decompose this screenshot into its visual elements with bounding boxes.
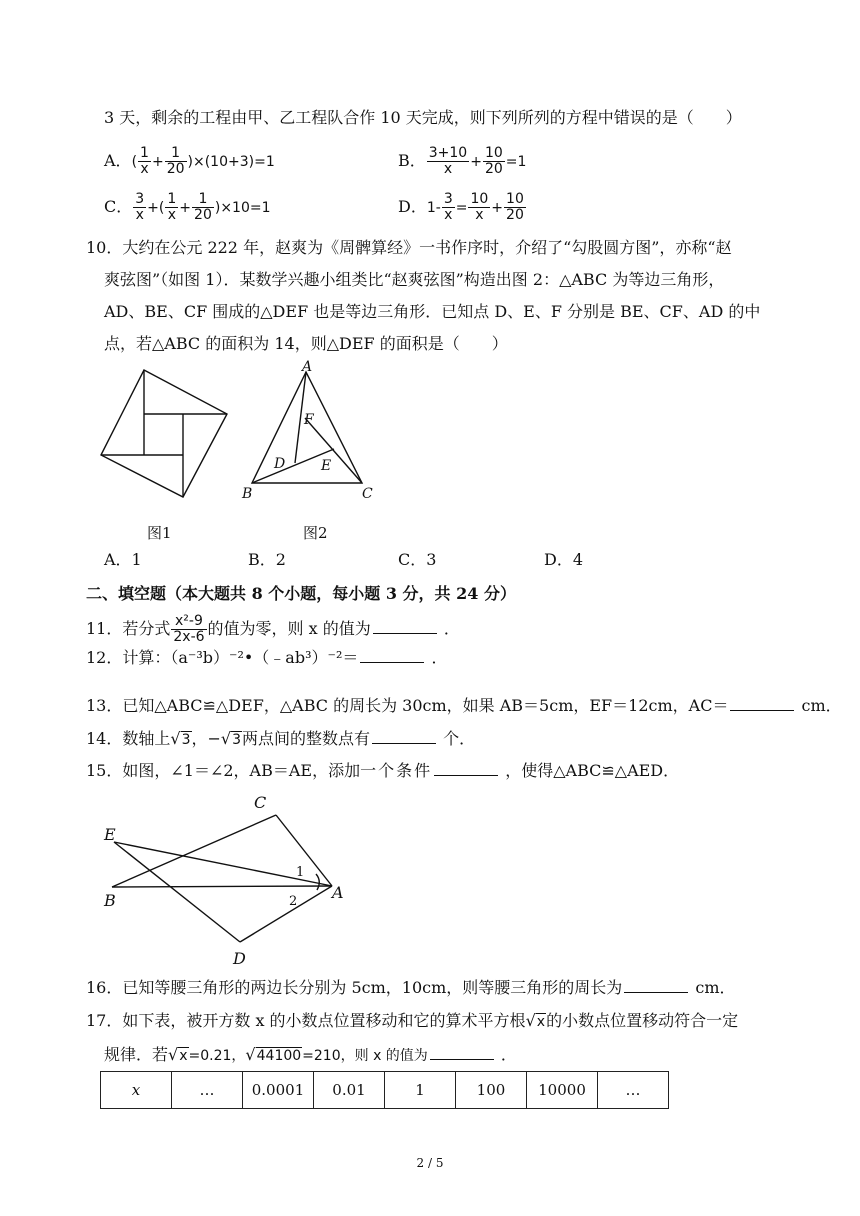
q15-figure	[100, 792, 350, 972]
q17-line1: 17．如下表，被开方数 x 的小数点位置移动和它的算术平方根√x的小数点位置移动符合一定	[86, 1011, 739, 1030]
q15-angle-1: 1	[296, 865, 305, 880]
q9-option-c-label: C．	[104, 197, 133, 216]
q11-fraction: $\frac{\text{x²-9}}{2x-6}$	[173, 613, 205, 645]
q17-radicand-x: x	[536, 1014, 546, 1030]
q17-end: ．	[500, 1045, 517, 1064]
q16-answer-blank[interactable]	[624, 978, 688, 993]
q9-d-eq: =	[455, 200, 468, 216]
page-number: 2 / 5	[416, 1156, 444, 1170]
q9-c-frac3: $\frac{1}{20}$	[194, 191, 212, 223]
q17-line1-post: 的小数点位置移动符合一定	[546, 1011, 739, 1030]
fig2-label-b: B	[242, 486, 253, 502]
table-cell: 10000	[527, 1072, 598, 1109]
q9-c-mid: +(	[147, 200, 165, 216]
q17-table	[100, 1071, 669, 1109]
q16	[86, 977, 736, 999]
q14-radicand-2: 3	[232, 732, 242, 748]
q9-a-frac1: $\frac{1}{x}$	[140, 145, 149, 177]
table-cell: 0.01	[314, 1072, 385, 1109]
fig2-label-f: F	[304, 412, 314, 428]
q12-end: ．	[431, 648, 448, 667]
q13	[86, 695, 842, 717]
fig2-label-d: D	[274, 456, 286, 472]
q9-c-plus: +	[179, 200, 192, 216]
q17-line2-pre: 规律．若	[104, 1045, 169, 1064]
q9-c-frac1: $\frac{3}{x}$	[135, 191, 145, 223]
q17-answer-blank[interactable]	[430, 1045, 494, 1060]
equilateral-figure-2	[236, 358, 382, 508]
q15-pre: 15．如图，∠1＝∠2，AB＝AE，添加	[86, 761, 361, 780]
table-cell: …	[172, 1072, 243, 1109]
q11	[86, 614, 460, 645]
q12-answer-blank[interactable]	[360, 648, 424, 663]
q14-radicand-1: 3	[181, 732, 191, 748]
q17-line1-pre: 17．如下表，被开方数 x 的小数点位置移动和它的算术平方根	[86, 1011, 526, 1030]
q9-b-frac2: $\frac{10}{20}$	[484, 145, 503, 177]
q9-option-b	[398, 146, 526, 177]
fig1-outer-square	[101, 370, 227, 497]
section-2-title: 二、填空题（本大题共 8 个小题，每小题 3 分，共 24 分）	[86, 584, 516, 603]
q9-d-pre: 1-	[426, 200, 441, 216]
q14: 14．数轴上√3，−√3两点间的整数点有 个．	[86, 729, 476, 748]
q9-a-paren: (	[131, 154, 138, 170]
table-cell: 100	[456, 1072, 527, 1109]
q14-post: 两点间的整数点有	[242, 729, 371, 748]
q17-radicand-x2: x	[179, 1048, 188, 1064]
q9-option-b-label: B．	[398, 151, 426, 170]
q16-end: cm．	[695, 978, 736, 997]
table-cell: 0.0001	[243, 1072, 314, 1109]
q13-end: cm．	[801, 696, 842, 715]
q9-stem-tail: 3 天，剩余的工程由甲、乙工程队合作 10 天完成，则下列所列的方程中错误的是（ ）	[104, 108, 742, 127]
q15-emphasis: 一个条件	[360, 761, 433, 780]
table-row	[101, 1072, 669, 1109]
q10-line3: AD、BE、CF 围成的△DEF 也是等边三角形．已知点 D、E、F 分别是 BE、CF、AD 的中	[104, 302, 761, 321]
q12	[86, 647, 447, 669]
q16-text: 16．已知等腰三角形的两边长分别为 5cm，10cm，则等腰三角形的周长为	[86, 978, 623, 997]
q14-mid: ，−	[191, 729, 221, 748]
fig2-label-a: A	[302, 359, 313, 375]
q9-b-frac1: $\frac{3+10}{x}$	[428, 145, 468, 177]
q9-d-plus: +	[491, 200, 504, 216]
q15-label-e: E	[104, 825, 116, 844]
q10-option-a: A．1	[104, 550, 142, 569]
q15-angle-2: 2	[289, 894, 298, 909]
fig1-caption: 图1	[147, 524, 172, 542]
q11-end: ．	[443, 619, 460, 638]
q17-value-1: =0.21，	[188, 1048, 246, 1064]
q10-option-d: D．4	[544, 550, 584, 569]
q9-option-a-label: A．	[104, 151, 132, 170]
q15-answer-blank[interactable]	[434, 761, 498, 776]
q13-text: 13．已知△ABC≌△DEF，△ABC 的周长为 30cm，如果 AB＝5cm，EF＝12cm，AC＝	[86, 696, 729, 715]
q13-answer-blank[interactable]	[730, 696, 794, 711]
q12-text: 12．计算：（a⁻³b）⁻²•（﹣ab³）⁻²＝	[86, 648, 359, 667]
table-cell: 1	[385, 1072, 456, 1109]
fig2-label-c: C	[362, 486, 373, 502]
q9-c-tail: )×10=1	[214, 200, 271, 216]
q15	[86, 760, 679, 782]
q10-line4: 点，若△ABC 的面积为 14，则△DEF 的面积是（ ）	[104, 334, 508, 353]
q17-radicand-44100: 44100	[256, 1048, 302, 1064]
q10-line2: 爽弦图”（如图 1）．某数学兴趣小组类比“赵爽弦图”构造出图 2：△ABC 为等边三角形，	[104, 270, 725, 289]
fig2-caption: 图2	[303, 524, 328, 542]
zhao-shuang-figure-1	[96, 368, 236, 516]
q9-b-tail: =1	[505, 154, 527, 170]
q9-a-tail: )×(10+3)=1	[187, 154, 275, 170]
q15-label-a: A	[332, 883, 344, 902]
q9-option-a	[104, 146, 275, 177]
q9-option-d-label: D．	[398, 197, 427, 216]
q9-d-frac2: $\frac{10}{x}$	[470, 191, 489, 223]
q10-line1: 10．大约在公元 222 年，赵爽为《周髀算经》一书作序时，介绍了“勾股圆方图”，亦称“赵	[86, 238, 732, 257]
q14-end: 个．	[443, 729, 476, 748]
q15-post: ，使得△ABC≌△AED．	[505, 761, 680, 780]
q17-line2: 规律．若√x=0.21，√44100=210，则 x 的值为 ．	[104, 1045, 517, 1064]
q11-answer-blank[interactable]	[373, 619, 437, 634]
q9-d-frac1: $\frac{3}{x}$	[443, 191, 453, 223]
q9-option-c	[104, 192, 271, 223]
fig2-label-e: E	[321, 458, 332, 474]
q10-option-b: B．2	[248, 550, 286, 569]
q9-d-frac3: $\frac{10}{20}$	[506, 191, 524, 223]
table-cell: …	[598, 1072, 669, 1109]
q14-answer-blank[interactable]	[372, 729, 436, 744]
q9-b-plus: +	[470, 154, 482, 170]
q15-label-c: C	[254, 793, 267, 812]
q17-value-2: =210，则 x 的值为	[302, 1048, 428, 1064]
q9-a-plus: +	[151, 154, 164, 170]
q9-option-d	[398, 192, 527, 223]
q9-c-frac2: $\frac{1}{x}$	[167, 191, 177, 223]
q10-option-c: C．3	[398, 550, 437, 569]
q15-label-b: B	[104, 891, 116, 910]
q15-label-d: D	[233, 949, 246, 968]
table-cell: x	[101, 1072, 172, 1109]
q14-pre: 14．数轴上	[86, 729, 171, 748]
q11-post: 的值为零，则 x 的值为	[207, 619, 371, 638]
q11-pre: 11．若分式	[86, 619, 171, 638]
q9-a-frac2: $\frac{1}{20}$	[166, 145, 185, 177]
